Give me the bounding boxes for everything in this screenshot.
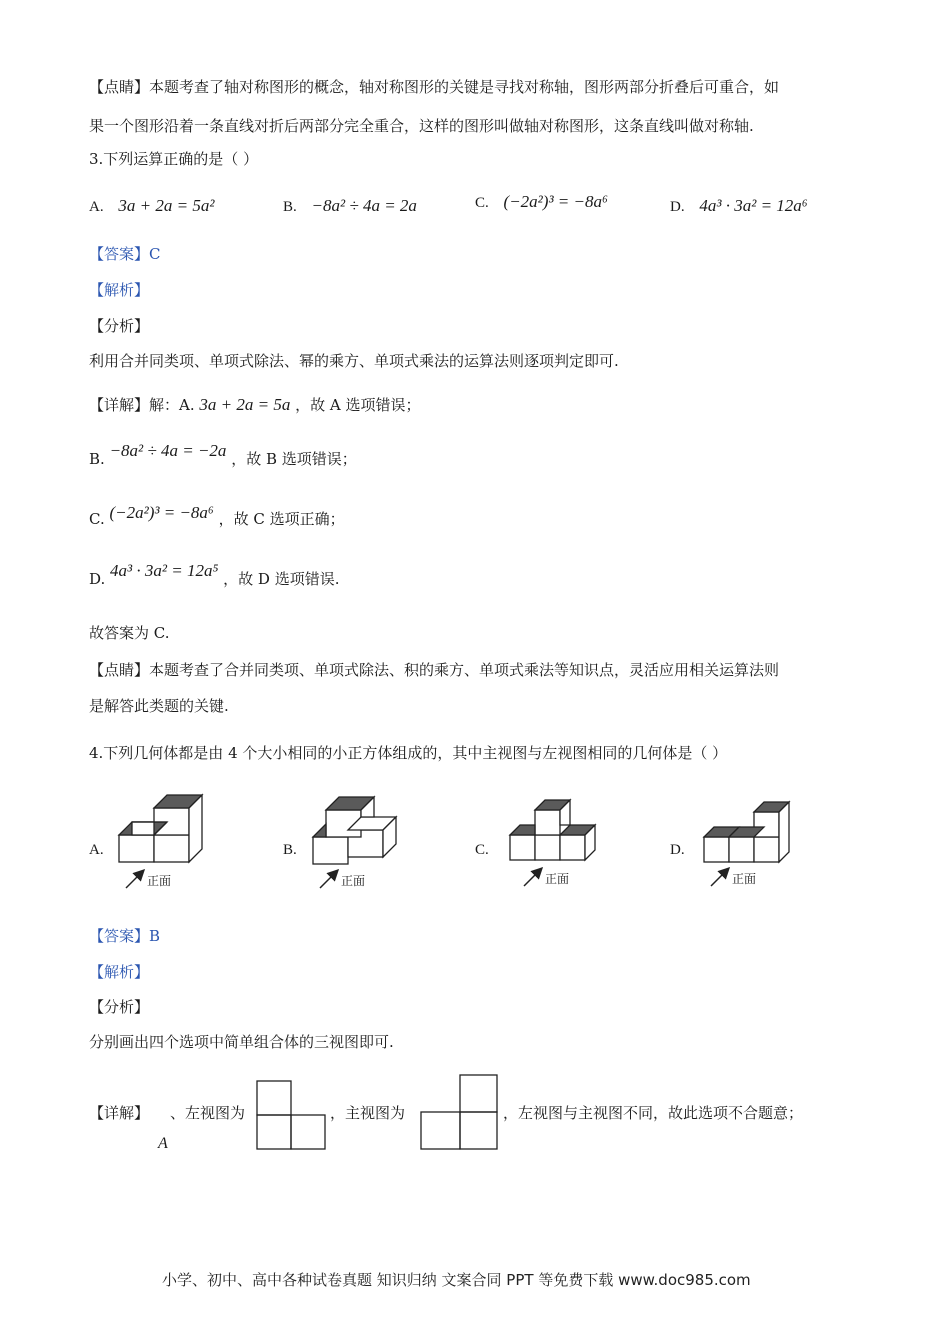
q4-figure-d — [704, 802, 789, 862]
q3-detail-b: B. −8a² ÷ 4a = −2a ，故 B 选项错误； — [89, 441, 357, 468]
q4-detail-left-view-text: 、左视图为 — [170, 1104, 246, 1122]
q4-detail-suffix: ，左视图与主视图不同，故此选项不合题意； — [503, 1104, 804, 1122]
q4-option-a-label: A. — [89, 842, 104, 858]
q4-a-main-view — [421, 1075, 497, 1149]
q4-option-d-label: D. — [670, 842, 685, 858]
q3-detail-a: 【详解】解：A. 3a + 2a = 5a ，故 A 选项错误； — [89, 395, 421, 414]
q3-option-b: B. −8a² ÷ 4a = 2a — [283, 196, 417, 215]
q3-answer-tag: 【答案】C — [89, 245, 161, 263]
q4-detail-a-mark: A — [158, 1135, 168, 1152]
q4-jiexi-tag: 【解析】 — [89, 963, 150, 981]
q4-fenxi-tag: 【分析】 — [89, 998, 150, 1016]
q4-option-b-label: B. — [283, 842, 297, 858]
q3-detail-d: D. 4a³ · 3a² = 12a⁵ ，故 D 选项错误. — [89, 561, 340, 588]
q4-detail-main-view-text: ，主视图为 — [330, 1104, 406, 1122]
q4-option-c-label: C. — [475, 842, 489, 858]
q3-dianjing-1: 【点睛】本题考查了合并同类项、单项式除法、积的乘方、单项式乘法等知识点，灵活应用相关运算法则 — [89, 661, 780, 679]
q4-detail-prefix: 【详解】 — [89, 1104, 150, 1122]
q3-conclusion: 故答案为 C. — [89, 624, 170, 642]
q4-answer-tag: 【答案】B — [89, 927, 161, 945]
q4-figure-a — [119, 795, 202, 862]
q4-d-arrow — [711, 868, 729, 886]
q3-detail-c: C. (−2a²)³ = −8a⁶ ，故 C 选项正确； — [89, 503, 345, 528]
page-footer: 小学、初中、高中各种试卷真题 知识归纳 文案合同 PPT 等免费下载 www.doc985.com — [162, 1271, 751, 1289]
q4-figure-b — [313, 797, 396, 864]
q4-a-left-view — [257, 1081, 325, 1149]
q4-c-arrow — [524, 868, 542, 886]
q4-a-front-label: 正面 — [147, 874, 172, 888]
dianjing-line-2: 果一个图形沿着一条直线对折后两部分完全重合，这样的图形叫做轴对称图形，这条直线叫做对称轴. — [89, 117, 754, 135]
q3-option-a: A. 3a + 2a = 5a² — [89, 196, 215, 215]
q3-option-d: D. 4a³ · 3a² = 12a⁶ — [670, 196, 808, 215]
dianjing-line-1: 【点睛】本题考查了轴对称图形的概念，轴对称图形的关键是寻找对称轴，图形两部分折叠后可重合，如 — [89, 78, 780, 96]
q3-analysis: 利用合并同类项、单项式除法、幂的乘方、单项式乘法的运算法则逐项判定即可. — [89, 352, 619, 370]
q3-option-c: C. (−2a²)³ = −8a⁶ — [475, 192, 608, 211]
question-4-stem: 4.下列几何体都是由 4 个大小相同的小正方体组成的，其中主视图与左视图相同的几何体是（ ） — [89, 744, 728, 762]
q4-d-front-label: 正面 — [732, 872, 757, 886]
q4-figure-c — [510, 800, 595, 860]
q4-c-front-label: 正面 — [545, 872, 570, 886]
q3-fenxi-tag: 【分析】 — [89, 317, 150, 335]
q3-jiexi-tag: 【解析】 — [89, 281, 150, 299]
q3-dianjing-2: 是解答此类题的关键. — [89, 697, 229, 715]
q4-analysis: 分别画出四个选项中简单组合体的三视图即可. — [89, 1033, 394, 1051]
question-3-stem: 3.下列运算正确的是（ ） — [89, 150, 259, 168]
q4-b-arrow — [320, 870, 338, 888]
q4-a-arrow — [126, 870, 144, 888]
q4-b-front-label: 正面 — [341, 874, 366, 888]
